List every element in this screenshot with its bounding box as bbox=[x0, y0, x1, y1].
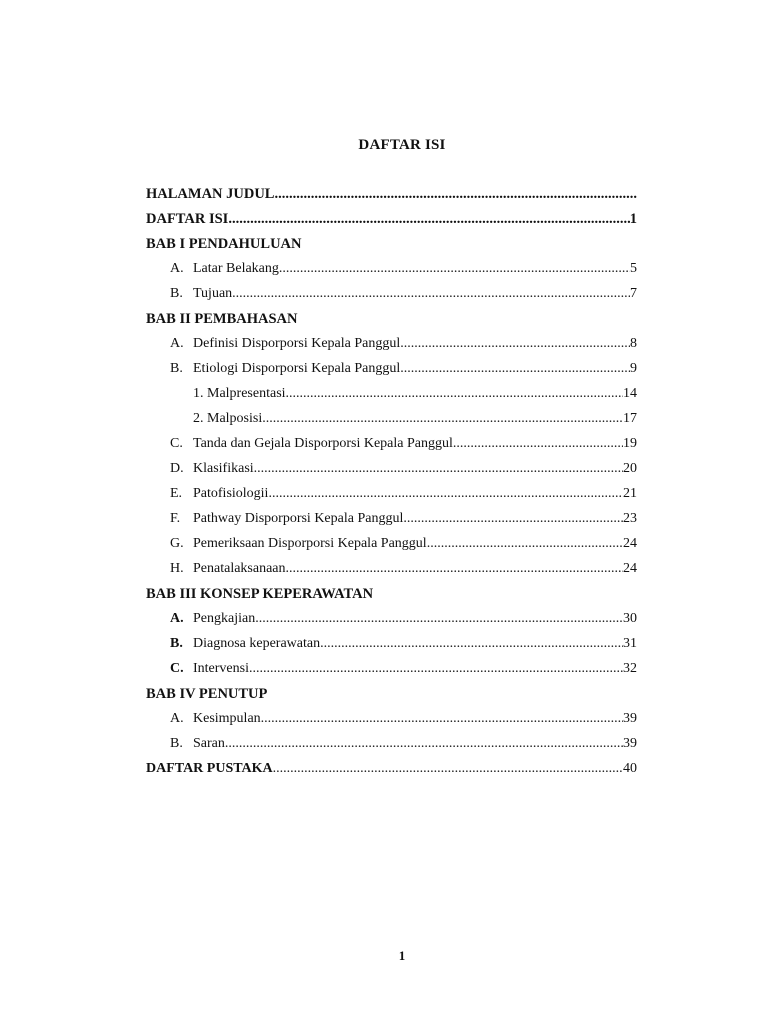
page-title: DAFTAR ISI bbox=[358, 137, 446, 153]
toc-entry bbox=[146, 436, 637, 461]
toc-page-number: 19 bbox=[623, 436, 637, 451]
toc-page-number: 39 bbox=[623, 711, 637, 726]
toc-entry bbox=[146, 211, 637, 236]
toc-entry bbox=[146, 686, 637, 711]
toc-leader-dots bbox=[453, 436, 623, 452]
toc-page-number: 39 bbox=[623, 736, 637, 751]
toc-leader-dots bbox=[254, 461, 623, 477]
toc-entry bbox=[146, 611, 637, 636]
toc-page-number: 8 bbox=[630, 336, 637, 351]
toc-entry bbox=[146, 586, 637, 611]
toc-page-number: 5 bbox=[630, 261, 637, 276]
toc-entry bbox=[146, 311, 637, 336]
toc-entry-label: Latar Belakang bbox=[193, 261, 279, 276]
toc-entry-marker: H. bbox=[170, 561, 184, 576]
toc-entry bbox=[146, 661, 637, 686]
toc-entry-label: Intervensi bbox=[193, 661, 249, 676]
toc-entry-label: Tanda dan Gejala Disporporsi Kepala Panggul bbox=[193, 436, 453, 451]
toc-page-number: 20 bbox=[623, 461, 637, 476]
toc-entry-label: BAB IV PENUTUP bbox=[146, 686, 268, 702]
toc-entry bbox=[146, 711, 637, 736]
toc-entry-label: HALAMAN JUDUL bbox=[146, 186, 275, 202]
toc-entry-label: Etiologi Disporporsi Kepala Panggul bbox=[193, 361, 401, 376]
toc-entry-marker: G. bbox=[170, 536, 184, 551]
toc-entry bbox=[146, 536, 637, 561]
toc-leader-dots bbox=[400, 336, 630, 352]
toc-leader-dots bbox=[249, 661, 623, 677]
toc-entry-marker: A. bbox=[170, 261, 184, 276]
toc-entry-marker: B. bbox=[170, 736, 183, 751]
toc-page-number: 1 bbox=[629, 211, 637, 227]
toc-leader-dots bbox=[225, 736, 623, 752]
toc-entry-marker: F. bbox=[170, 511, 181, 526]
toc-page-number: 24 bbox=[623, 561, 637, 576]
toc-entry-label: Pengkajian bbox=[193, 611, 256, 626]
table-of-contents bbox=[146, 186, 637, 786]
toc-entry bbox=[146, 411, 637, 436]
toc-entry-label: Definisi Disporporsi Kepala Panggul bbox=[193, 336, 401, 351]
toc-entry bbox=[146, 236, 637, 261]
toc-entry bbox=[146, 761, 637, 786]
toc-entry bbox=[146, 561, 637, 586]
toc-leader-dots bbox=[403, 511, 623, 527]
toc-entry-marker: E. bbox=[170, 486, 183, 501]
toc-entry-label: Penatalaksanaan bbox=[193, 561, 286, 576]
toc-entry-label: Diagnosa keperawatan bbox=[193, 636, 321, 651]
toc-entry-label: BAB II PEMBAHASAN bbox=[146, 311, 298, 327]
toc-leader-dots bbox=[320, 636, 623, 652]
toc-entry-label: Saran bbox=[193, 736, 225, 751]
footer-page-number: 1 bbox=[398, 948, 406, 963]
toc-entry-label: Tujuan bbox=[193, 286, 233, 301]
toc-entry-label: 2. Malposisi bbox=[193, 411, 263, 426]
toc-page-number: 40 bbox=[623, 761, 637, 776]
toc-page-number: 23 bbox=[623, 511, 637, 526]
toc-entry-label: BAB III KONSEP KEPERAWATAN bbox=[146, 586, 374, 602]
toc-entry-marker: A. bbox=[170, 711, 184, 726]
toc-leader-dots bbox=[286, 386, 623, 402]
toc-page-number: 31 bbox=[623, 636, 637, 651]
toc-page-number: 32 bbox=[623, 661, 637, 676]
toc-entry bbox=[146, 736, 637, 761]
toc-entry bbox=[146, 361, 637, 386]
toc-entry bbox=[146, 336, 637, 361]
toc-entry-marker: A. bbox=[170, 611, 184, 626]
toc-page-number: 24 bbox=[623, 536, 637, 551]
toc-entry-label: DAFTAR PUSTAKA bbox=[146, 761, 273, 776]
toc-entry-marker: C. bbox=[170, 436, 183, 451]
toc-page-number: 21 bbox=[623, 486, 637, 501]
toc-entry bbox=[146, 261, 637, 286]
toc-entry bbox=[146, 486, 637, 511]
toc-entry bbox=[146, 286, 637, 311]
toc-entry-label: Klasifikasi bbox=[193, 461, 254, 476]
toc-entry bbox=[146, 386, 637, 411]
toc-entry bbox=[146, 186, 637, 211]
toc-page-number: 9 bbox=[630, 361, 637, 376]
toc-leader-dots bbox=[255, 611, 623, 627]
toc-entry-marker: B. bbox=[170, 361, 183, 376]
toc-entry-marker: A. bbox=[170, 336, 184, 351]
toc-entry-label: Pathway Disporporsi Kepala Panggul bbox=[193, 511, 404, 526]
toc-leader-dots bbox=[273, 761, 623, 777]
toc-leader-dots bbox=[279, 261, 630, 277]
toc-leader-dots bbox=[286, 561, 623, 577]
toc-entry-marker: B. bbox=[170, 286, 183, 301]
toc-entry-marker: B. bbox=[170, 636, 183, 651]
toc-page-number: 14 bbox=[623, 386, 637, 401]
toc-entry-marker: C. bbox=[170, 661, 184, 676]
toc-entry-label: Pemeriksaan Disporporsi Kepala Panggul bbox=[193, 536, 427, 551]
toc-leader-dots bbox=[232, 286, 630, 302]
toc-page-number: 7 bbox=[630, 286, 637, 301]
toc-entry bbox=[146, 636, 637, 661]
toc-entry-label: DAFTAR ISI bbox=[146, 211, 229, 227]
toc-leader-dots bbox=[261, 711, 623, 727]
toc-leader-dots bbox=[400, 361, 630, 377]
toc-leader-dots bbox=[274, 186, 637, 203]
toc-leader-dots bbox=[268, 486, 623, 502]
toc-page-number: 17 bbox=[623, 411, 637, 426]
toc-leader-dots bbox=[427, 536, 623, 552]
toc-page-number: 30 bbox=[623, 611, 637, 626]
toc-entry-label: 1. Malpresentasi bbox=[193, 386, 286, 401]
toc-entry-marker: D. bbox=[170, 461, 184, 476]
toc-leader-dots bbox=[228, 211, 629, 228]
toc-leader-dots bbox=[262, 411, 623, 427]
toc-entry bbox=[146, 511, 637, 536]
toc-entry bbox=[146, 461, 637, 486]
toc-entry-label: Patofisiologii bbox=[193, 486, 269, 501]
toc-entry-label: BAB I PENDAHULUAN bbox=[146, 236, 302, 252]
toc-entry-label: Kesimpulan bbox=[193, 711, 261, 726]
